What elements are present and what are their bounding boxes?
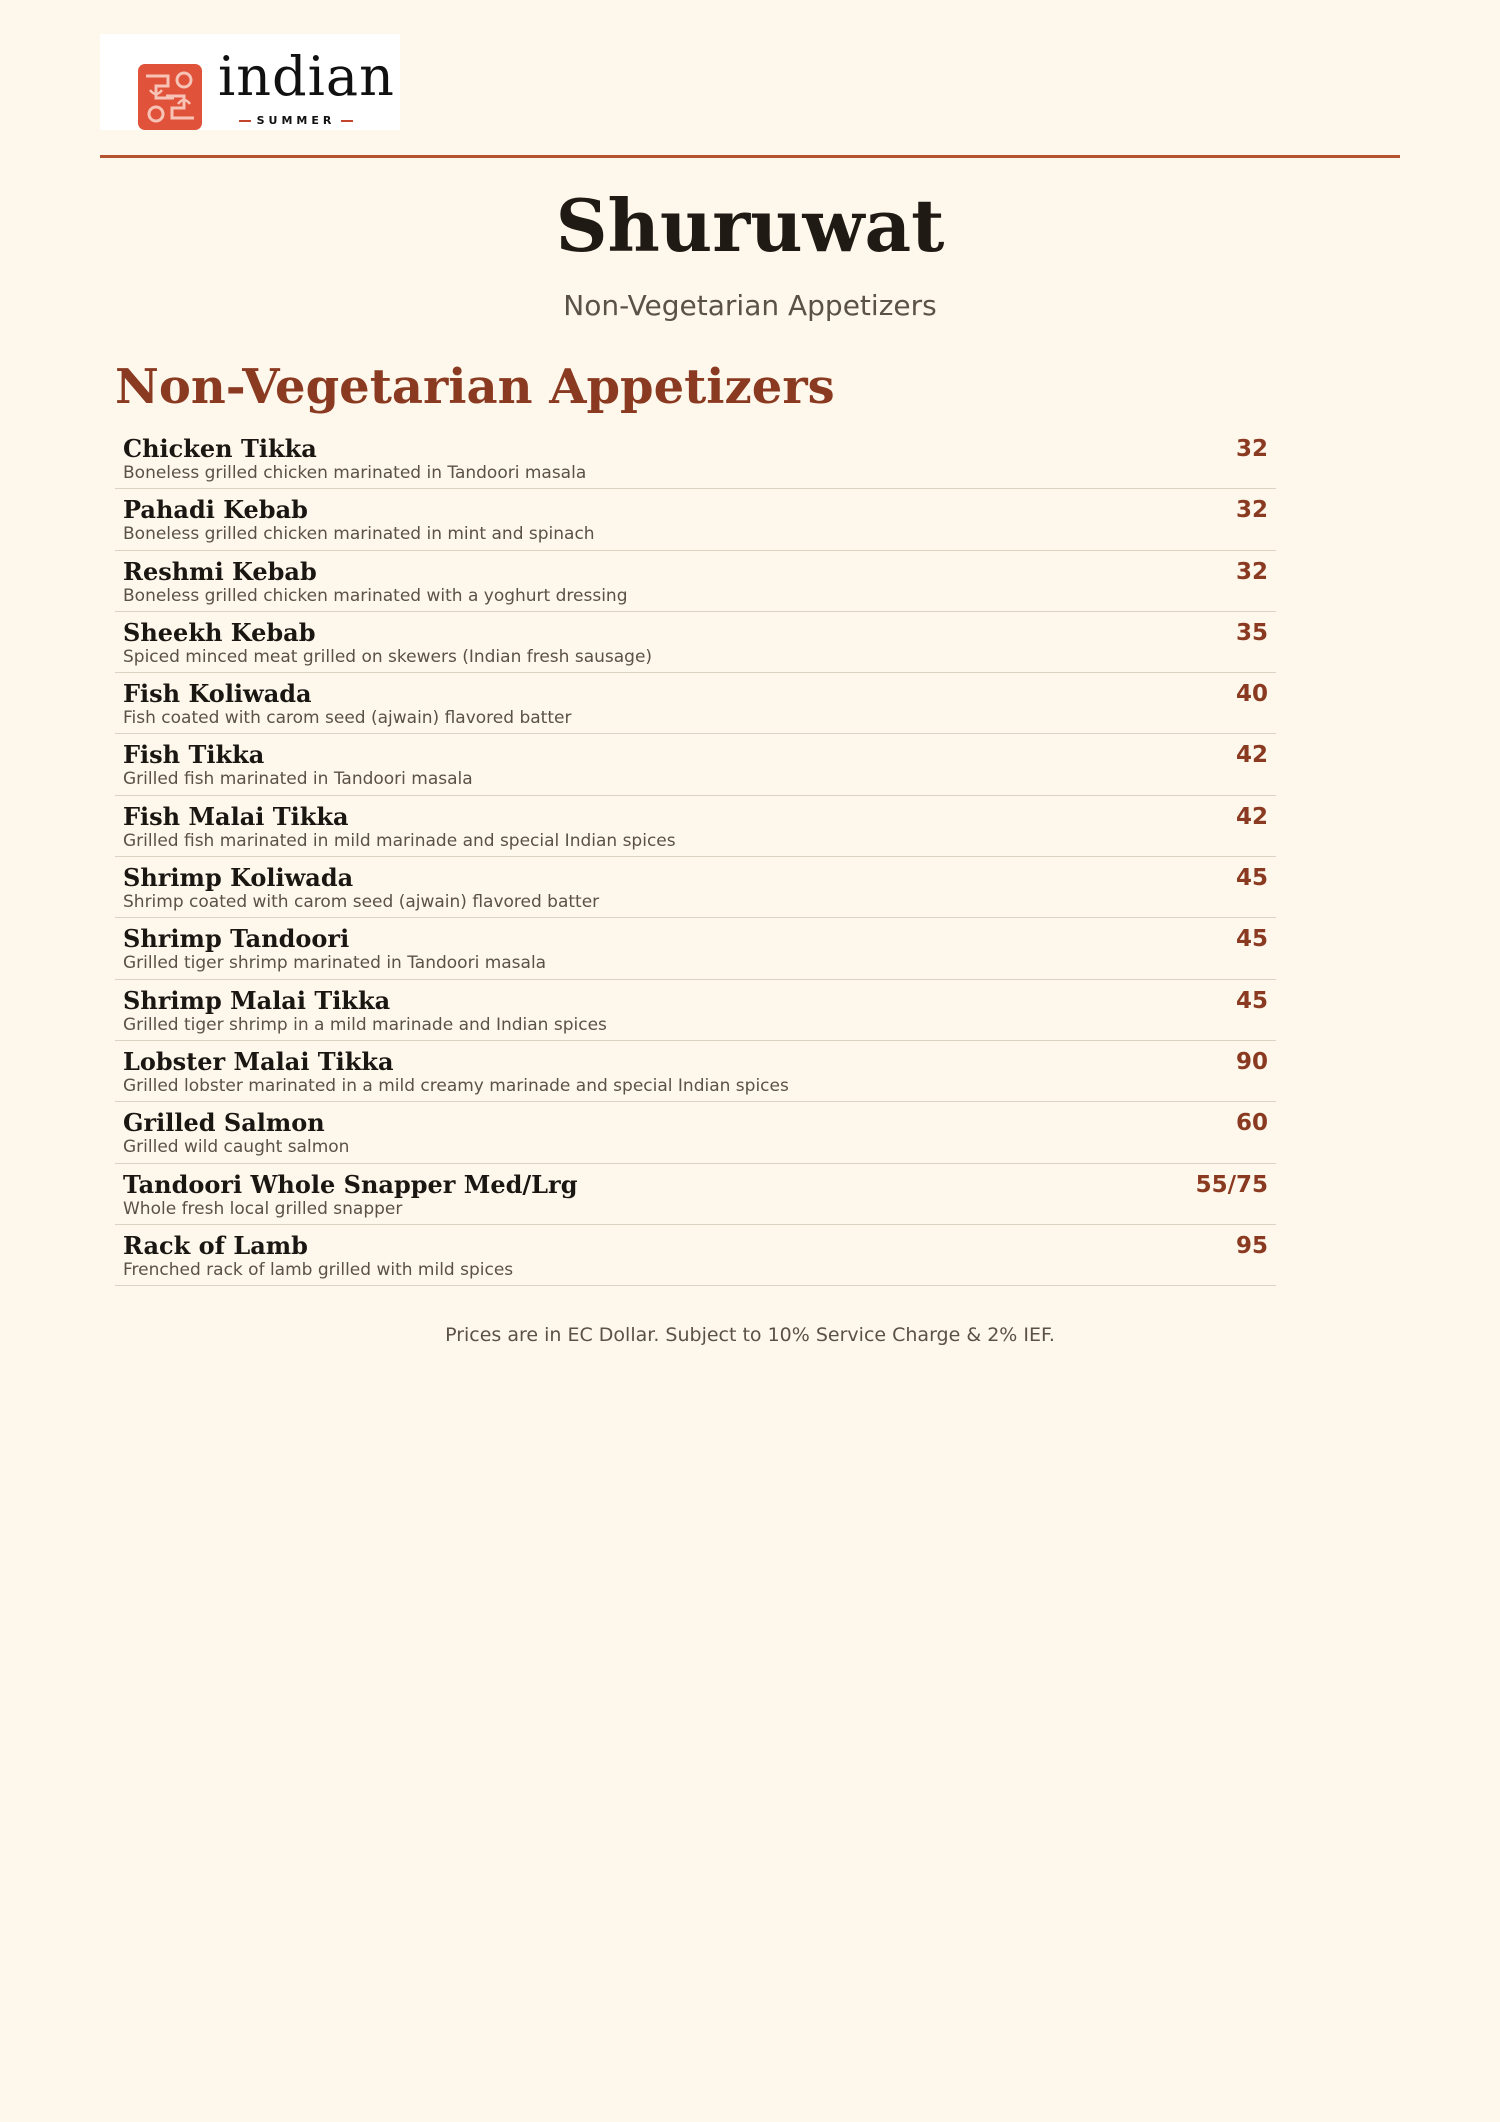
item-name: Shrimp Tandoori <box>123 924 350 954</box>
price-footnote: Prices are in EC Dollar. Subject to 10% Service Charge & 2% IEF. <box>445 1324 1055 1346</box>
item-price: 35 <box>1235 619 1268 646</box>
item-name: Tandoori Whole Snapper Med/Lrg <box>123 1169 578 1199</box>
item-description: Spiced minced meat grilled on skewers (Indian fresh sausage) <box>123 646 653 667</box>
item-price: 32 <box>1235 436 1268 462</box>
item-description: Grilled fish marinated in Tandoori masala <box>123 769 473 790</box>
item-name: Reshmi Kebab <box>123 556 317 586</box>
item-description: Grilled tiger shrimp marinated in Tandoori masala <box>123 953 547 974</box>
item-name: Sheekh Kebab <box>123 617 316 647</box>
item-name: Rack of Lamb <box>123 1230 308 1260</box>
menu-list <box>115 428 1276 1286</box>
logo-subtext: SUMMER <box>256 114 336 127</box>
item-description: Fish coated with carom seed (ajwain) flavored batter <box>123 708 572 729</box>
logo-wordmark: indian <box>218 45 395 108</box>
item-name: Shrimp Koliwada <box>123 863 354 893</box>
item-price: 32 <box>1235 497 1268 524</box>
menu-item <box>115 1102 1276 1163</box>
item-price: 32 <box>1235 558 1268 585</box>
item-price: 90 <box>1235 1048 1268 1075</box>
item-name: Pahadi Kebab <box>123 495 308 525</box>
menu-item <box>115 428 1276 489</box>
menu-item <box>115 796 1276 857</box>
item-description: Boneless grilled chicken marinated in mint and spinach <box>123 524 595 545</box>
item-description: Boneless grilled chicken marinated in Tandoori masala <box>123 463 587 483</box>
menu-item <box>115 1041 1276 1102</box>
item-name: Chicken Tikka <box>123 434 317 463</box>
item-description: Boneless grilled chicken marinated with a yoghurt dressing <box>123 585 628 606</box>
menu-item <box>115 980 1276 1041</box>
item-name: Fish Koliwada <box>123 679 312 709</box>
logo-dash-left <box>239 120 251 122</box>
logo-subline <box>224 114 368 127</box>
item-name: Fish Tikka <box>123 740 265 770</box>
item-description: Frenched rack of lamb grilled with mild spices <box>123 1259 514 1280</box>
item-price: 60 <box>1235 1110 1268 1137</box>
menu-item <box>115 551 1276 612</box>
item-description: Grilled wild caught salmon <box>123 1137 350 1158</box>
item-price: 45 <box>1235 865 1268 892</box>
item-price: 45 <box>1235 926 1268 953</box>
item-price: 42 <box>1235 742 1268 769</box>
item-price: 40 <box>1235 681 1268 708</box>
page-subtitle: Non-Vegetarian Appetizers <box>563 289 937 322</box>
indian-summer-logo-mark-icon <box>138 64 202 130</box>
menu-item <box>115 734 1276 795</box>
menu-item <box>115 918 1276 979</box>
item-price: 45 <box>1235 987 1268 1014</box>
item-name: Shrimp Malai Tikka <box>123 985 391 1015</box>
item-price: 55/75 <box>1195 1171 1268 1198</box>
menu-item <box>115 1225 1276 1286</box>
restaurant-logo <box>100 34 400 130</box>
section-heading: Non-Vegetarian Appetizers <box>115 359 835 415</box>
item-description: Grilled tiger shrimp in a mild marinade and Indian spices <box>123 1014 607 1035</box>
item-name: Grilled Salmon <box>123 1108 325 1138</box>
logo-dash-right <box>341 120 353 122</box>
item-description: Shrimp coated with carom seed (ajwain) flavored batter <box>123 892 600 913</box>
item-price: 95 <box>1235 1232 1268 1259</box>
item-name: Fish Malai Tikka <box>123 801 349 831</box>
header-divider <box>100 155 1400 158</box>
menu-item <box>115 489 1276 550</box>
menu-item <box>115 1164 1276 1225</box>
menu-item <box>115 612 1276 673</box>
menu-item <box>115 857 1276 918</box>
page-title: Shuruwat <box>555 183 945 268</box>
item-description: Grilled lobster marinated in a mild creamy marinade and special Indian spices <box>123 1075 789 1096</box>
item-description: Grilled fish marinated in mild marinade and special Indian spices <box>123 830 676 851</box>
menu-item <box>115 673 1276 734</box>
item-name: Lobster Malai Tikka <box>123 1046 394 1076</box>
item-price: 42 <box>1235 803 1268 830</box>
item-description: Whole fresh local grilled snapper <box>123 1198 403 1219</box>
